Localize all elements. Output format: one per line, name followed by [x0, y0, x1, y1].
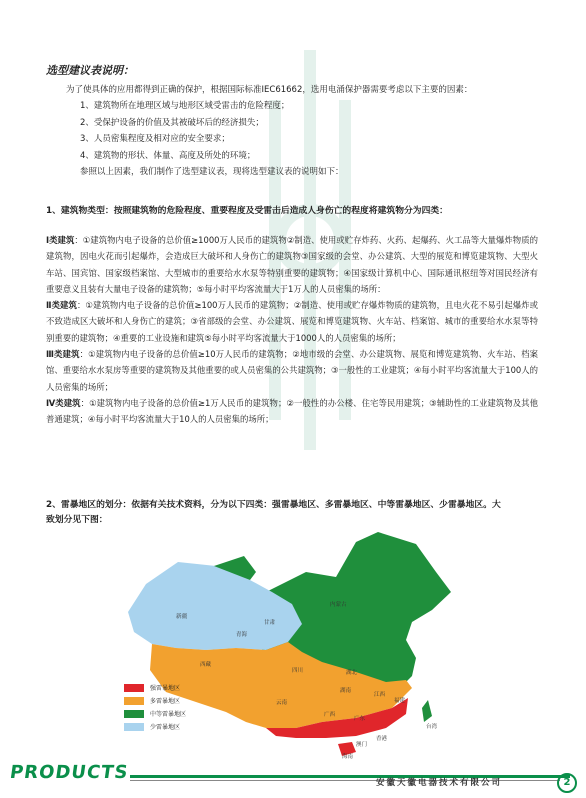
map-label-aomen: 澳门: [356, 742, 368, 748]
footer-rule: [130, 775, 570, 778]
legend-swatch: [124, 710, 144, 718]
class-4-text: ：①建筑物内电子设备的总价值≥1万人民币的建筑物；②一般性的办公楼、住宅等民用建筑；③辅助性的工业建筑物及其他普通建筑；④每小时平均客流量大于10人的人员密集的场所；: [46, 397, 539, 425]
intro-item-4: 4、建筑物的形状、体量、高度及所处的环境；: [80, 150, 256, 161]
intro-item-1: 1、建筑物所在地理区域与地形区域受雷击的危险程度；: [80, 101, 290, 112]
class-3-label: Ⅲ类建筑: [46, 349, 80, 360]
class-3-text: ：①建筑物内电子设备的总价值≥10万人民币的建筑物；②地市级的会堂、办公建筑物、展览和博览建筑物、火车站、档案馆、重要给水水泵房等重要的建筑物及其他重要的或人员密集的公共建筑物；③一般性的工业建筑；④每小时平均客流量大于100人的人员密集的场所；: [46, 349, 539, 392]
map-label-jiangxi: 江西: [374, 692, 386, 698]
map-label-xianggang: 香港: [376, 736, 388, 742]
legend-swatch: [124, 684, 144, 692]
legend-swatch: [124, 697, 144, 705]
class-1-text: ：①建筑物内电子设备的总价值≥1000万人民币的建筑物②制造、使用或贮存炸药、火药、起爆药、火工品等大量爆炸物质的建筑物，因电火花而引起爆炸，会造成巨大破坏和人身伤亡的建筑物③国家级的会堂、办公建筑、大型的展览和博览建筑物、大型火车站、国宾馆、国家级档案馆、大型城市的重要给水水泵等特别重要的建筑物；④国家级计算机中心、国际通讯枢纽等对国民经济有重要意义且装有大量电子设备的建筑物；⑤每小时平均客流量大于1万人的人员密集的场所：: [46, 235, 538, 294]
map-label-gansu: 甘肃: [264, 620, 276, 626]
map-label-hubei: 湖北: [346, 670, 358, 676]
legend-item: [124, 720, 186, 733]
class-4-label: Ⅳ类建筑: [46, 397, 81, 408]
class-3-paragraph: [46, 346, 538, 395]
map-region-taiwan: [422, 700, 432, 722]
intro-item-2: 2、受保护设备的价值及其被破坏后的经济损失；: [80, 117, 264, 128]
legend-label: 多雷暴地区: [150, 698, 181, 705]
map-label-hainan: 海南: [342, 754, 354, 760]
class-1-paragraph: [46, 232, 538, 297]
legend-label: 少雷暴地区: [150, 724, 181, 731]
section-title: 选型建议表说明：: [46, 64, 134, 77]
thunder-heading-line2: 致划分见下图：: [46, 515, 108, 525]
map-label-taiwan: 台湾: [426, 724, 438, 730]
class-2-label: Ⅱ类建筑: [46, 300, 77, 311]
map-legend: [124, 681, 186, 733]
map-label-guangxi: 广西: [324, 712, 336, 718]
intro-block: [66, 82, 546, 180]
products-banner: PRODUCTS: [8, 762, 130, 783]
legend-item: [124, 681, 186, 694]
map-label-hunan: 湖南: [340, 688, 352, 694]
class-1-label: Ⅰ类建筑: [46, 235, 75, 245]
thunder-region-heading: [46, 498, 546, 528]
legend-label: 强雷暴地区: [150, 685, 181, 692]
class-2-paragraph: [46, 297, 538, 346]
building-type-heading: 1、建筑物类型：按照建筑物的危险程度、重要程度及受雷击后造成人身伤亡的程度将建筑物分为四类：: [46, 206, 448, 216]
map-label-xinjiang: 新疆: [176, 614, 188, 620]
intro-paragraph: 为了使具体的应用都得到正确的保护，根据国际标准IEC61662，选用电涌保护器需要考虑以下主要的因素：: [66, 85, 473, 95]
building-classes: [46, 232, 538, 428]
map-label-sichuan: 四川: [292, 668, 304, 674]
class-2-text: ：①建筑物内电子设备的总价值≥100万人民币的建筑物；②制造、使用或贮存爆炸物质的建筑物，且电火花不易引起爆炸或不致造成区大破坏和人身伤亡的建筑；③省部级的会堂、办公建筑、展览和博览建筑物、火车站、档案馆、城市的重要给水水泵等特别重要的建筑物；④重要的工业设施和建筑⑤每小时平均客流量大于1000人的人员密集的场所；: [46, 300, 538, 343]
map-label-guangdong: 广东: [354, 716, 366, 722]
map-label-qinghai: 青海: [236, 632, 248, 638]
legend-item: [124, 707, 186, 720]
legend-label: 中等雷暴地区: [150, 711, 187, 718]
thunder-heading-line1: 2、雷暴地区的划分：依据有关技术资料，分为以下四类：强雷暴地区、多雷暴地区、中等雷暴地区、少雷暴地区。大: [46, 500, 501, 510]
map-region-low: [128, 562, 302, 650]
map-label-xizang: 西藏: [200, 662, 212, 668]
map-label-fujian: 福建: [394, 698, 406, 704]
legend-swatch: [124, 723, 144, 731]
map-label-yunnan: 云南: [276, 700, 288, 706]
legend-item: [124, 694, 186, 707]
page-number: 2: [557, 773, 577, 793]
map-label-neimenggu: 内蒙古: [330, 602, 347, 608]
class-4-paragraph: [46, 395, 538, 428]
intro-conclusion: 参照以上因素，我们制作了选型建议表，现将选型建议表的说明如下：: [80, 167, 344, 178]
company-name: 安徽天徽电器技术有限公司: [376, 778, 503, 788]
intro-item-3: 3、人员密集程度及相对应的安全要求；: [80, 134, 230, 145]
